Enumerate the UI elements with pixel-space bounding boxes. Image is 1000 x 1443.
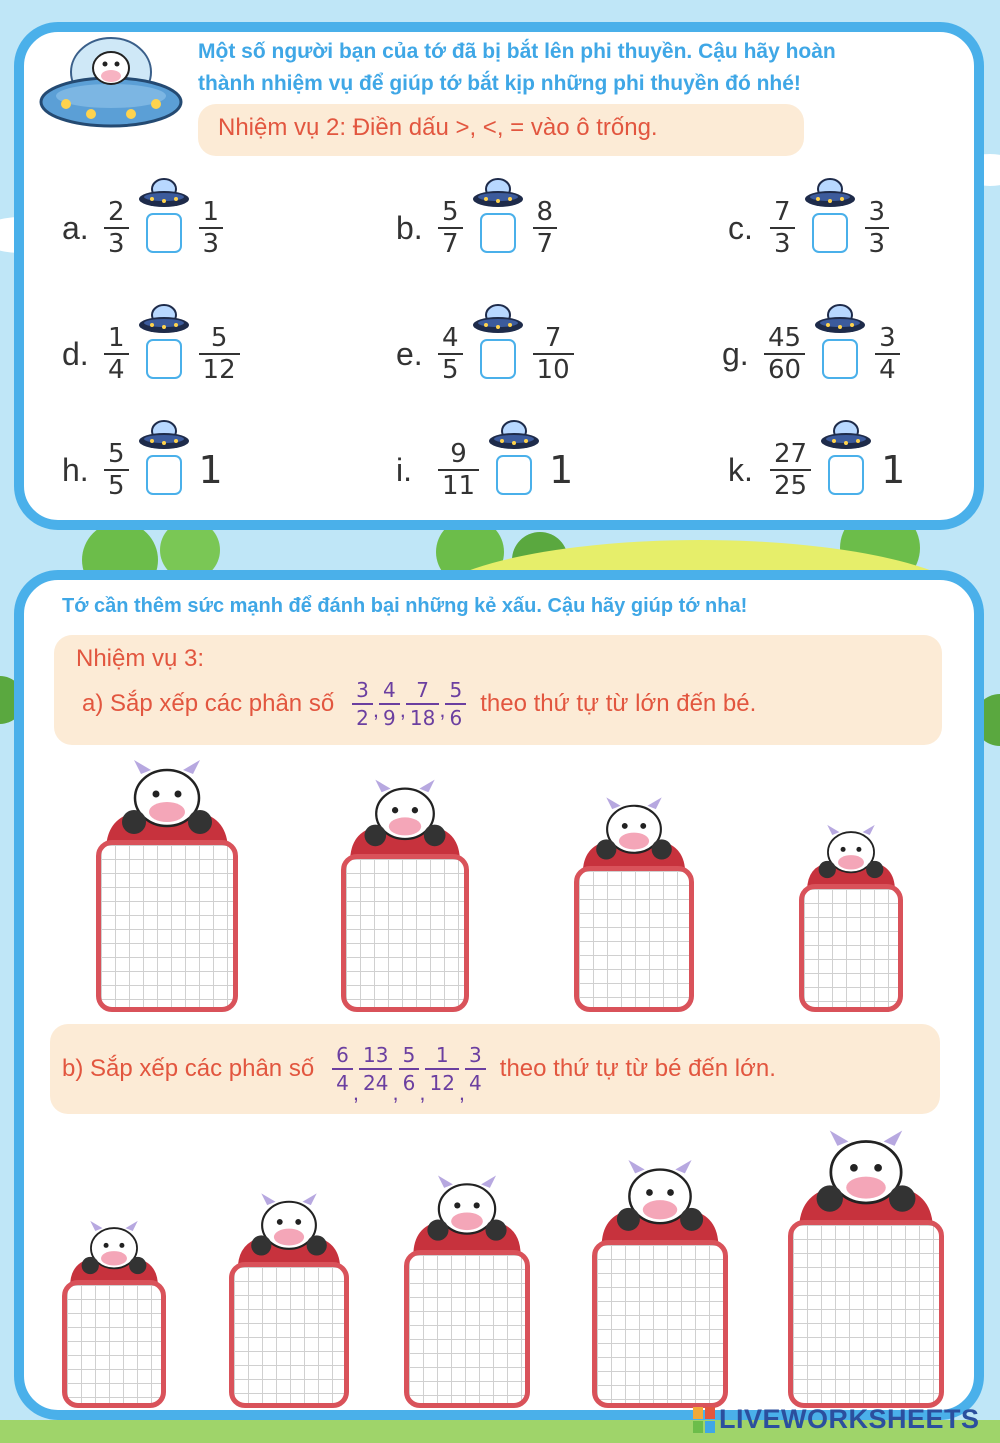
fraction: $\frac{13}{24}$ — [359, 1042, 392, 1096]
answer-slot — [491, 441, 537, 499]
comma: , — [458, 1080, 466, 1105]
ufo-icon — [487, 419, 541, 459]
answer-slot-a3 — [574, 794, 694, 1012]
whole-number: 1 — [549, 448, 574, 492]
cow-icon — [404, 1172, 530, 1260]
watermark-text: LIVEWORKSHEETS — [719, 1404, 980, 1434]
task3b-suffix: theo thứ tự từ bé đến lớn. — [499, 1055, 776, 1082]
answer-slot — [475, 199, 521, 257]
answer-box[interactable] — [822, 339, 858, 379]
task3a-prefix: a) Sắp xếp các phân số — [82, 690, 335, 717]
fraction-left: $\frac{5}{5}$ — [104, 439, 129, 501]
intro-line-1: Một số người bạn của tớ đã bị bắt lên phi thuyền. Cậu hãy hoàn — [198, 40, 836, 63]
cow-icon — [341, 776, 469, 866]
fraction-right: $\frac{3}{4}$ — [875, 323, 900, 385]
comma: , — [392, 1080, 399, 1105]
answer-slot-a1 — [96, 756, 238, 1012]
fraction-left: $\frac{4}{5}$ — [438, 323, 463, 385]
comma: , — [372, 697, 380, 722]
cow-icon — [592, 1156, 728, 1252]
answer-slot-a2 — [341, 776, 469, 1012]
answer-box[interactable] — [146, 339, 182, 379]
answer-grid-box[interactable] — [404, 1250, 530, 1408]
answer-grid-box[interactable] — [96, 840, 238, 1012]
fraction-left: $\frac{2}{3}$ — [104, 197, 129, 259]
liveworksheets-logo-icon — [693, 1407, 715, 1433]
fraction-left: $\frac{27}{25}$ — [770, 439, 811, 501]
ufo-icon — [813, 303, 867, 343]
answer-slot-b3 — [404, 1172, 530, 1408]
task3a-pill — [54, 635, 942, 745]
answer-slot-b1 — [62, 1218, 166, 1408]
answer-slot — [807, 199, 853, 257]
ufo-icon — [803, 177, 857, 217]
fraction: $\frac{4}{9}$ — [379, 677, 400, 731]
answer-slot — [141, 325, 187, 383]
ufo-icon — [137, 419, 191, 459]
fraction: $\frac{7}{18}$ — [406, 677, 439, 731]
intro-line-2: thành nhiệm vụ để giúp tớ bắt kịp những phi thuyền đó nhé! — [198, 72, 801, 95]
comma: , — [399, 697, 406, 722]
whole-number: 1 — [881, 448, 906, 492]
compare-item-a — [62, 178, 223, 278]
item-label: d. — [62, 335, 89, 372]
comma: , — [352, 1080, 360, 1105]
answer-slot-b5 — [788, 1126, 944, 1408]
fraction-right: $\frac{5}{12}$ — [199, 323, 240, 385]
task3a-instruction — [76, 677, 920, 731]
fraction-left: $\frac{9}{11}$ — [438, 439, 479, 501]
comma: , — [439, 697, 446, 722]
item-label: b. — [396, 209, 423, 246]
section3-header: Tớ cần thêm sức mạnh để đánh bại những kẻ xấu. Cậu hãy giúp tớ nha! — [62, 595, 748, 617]
compare-item-i — [396, 420, 573, 520]
fraction-left: $\frac{7}{3}$ — [770, 197, 795, 259]
answer-grid-box[interactable] — [799, 884, 903, 1012]
answer-slot — [817, 325, 863, 383]
fraction-right: $\frac{7}{10}$ — [533, 323, 574, 385]
ufo-icon — [137, 303, 191, 343]
ufo-icon — [819, 419, 873, 459]
answer-box[interactable] — [146, 455, 182, 495]
answer-slot — [823, 441, 869, 499]
answer-box[interactable] — [480, 213, 516, 253]
task3b-pill — [50, 1024, 940, 1114]
answer-box[interactable] — [812, 213, 848, 253]
task3a-suffix: theo thứ tự từ lớn đến bé. — [480, 690, 757, 717]
fraction: $\frac{1}{12}$ — [425, 1042, 458, 1096]
ufo-icon — [471, 303, 525, 343]
answer-slot-a4 — [799, 822, 903, 1012]
ufo-icon — [137, 177, 191, 217]
item-label: h. — [62, 451, 89, 488]
answer-slot — [475, 325, 521, 383]
item-label: g. — [722, 335, 749, 372]
item-label: c. — [728, 209, 753, 246]
fraction: $\frac{3}{2}$ — [352, 677, 373, 731]
answer-grid-box[interactable] — [62, 1280, 166, 1408]
ufo-icon — [471, 177, 525, 217]
liveworksheets-watermark — [693, 1404, 980, 1435]
item-label: e. — [396, 335, 423, 372]
item-label: a. — [62, 209, 89, 246]
comma: , — [419, 1080, 426, 1105]
fraction: $\frac{5}{6}$ — [399, 1042, 420, 1096]
answer-box[interactable] — [146, 213, 182, 253]
fraction-right: $\frac{3}{3}$ — [865, 197, 890, 259]
fraction-left: $\frac{45}{60}$ — [764, 323, 805, 385]
task3b-instruction — [62, 1024, 928, 1114]
answer-grid-box[interactable] — [788, 1220, 944, 1408]
whole-number: 1 — [198, 448, 223, 492]
compare-item-h — [62, 420, 223, 520]
answer-grid-box[interactable] — [592, 1240, 728, 1408]
fraction-right: $\frac{1}{3}$ — [199, 197, 224, 259]
fraction: $\frac{6}{4}$ — [332, 1042, 353, 1096]
fraction: $\frac{5}{6}$ — [445, 677, 466, 731]
answer-grid-box[interactable] — [341, 854, 469, 1012]
compare-item-k — [728, 420, 905, 520]
fraction: $\frac{3}{4}$ — [465, 1042, 486, 1096]
compare-item-c — [728, 178, 889, 278]
fraction-left: $\frac{5}{7}$ — [438, 197, 463, 259]
answer-box[interactable] — [480, 339, 516, 379]
answer-box[interactable] — [496, 455, 532, 495]
answer-slot — [141, 441, 187, 499]
answer-grid-box[interactable] — [229, 1262, 349, 1408]
compare-item-d — [62, 304, 240, 404]
task2-title: Nhiệm vụ 2: Điền dấu >, <, = vào ô trống. — [198, 104, 804, 156]
answer-slot — [141, 199, 187, 257]
intro-text — [198, 36, 958, 100]
compare-item-b — [396, 178, 557, 278]
fraction-right: $\frac{8}{7}$ — [533, 197, 558, 259]
item-label: i. — [396, 451, 412, 488]
task3b-prefix: b) Sắp xếp các phân số — [62, 1055, 315, 1082]
compare-item-g — [722, 304, 900, 404]
fraction-left: $\frac{1}{4}$ — [104, 323, 129, 385]
answer-slot-b4 — [592, 1156, 728, 1408]
item-label: k. — [728, 451, 753, 488]
answer-grid-box[interactable] — [574, 866, 694, 1012]
cow-ufo-icon — [36, 34, 186, 134]
task3-title: Nhiệm vụ 3: — [76, 645, 205, 672]
compare-item-e — [396, 304, 574, 404]
answer-slot-b2 — [229, 1190, 349, 1408]
answer-box[interactable] — [828, 455, 864, 495]
